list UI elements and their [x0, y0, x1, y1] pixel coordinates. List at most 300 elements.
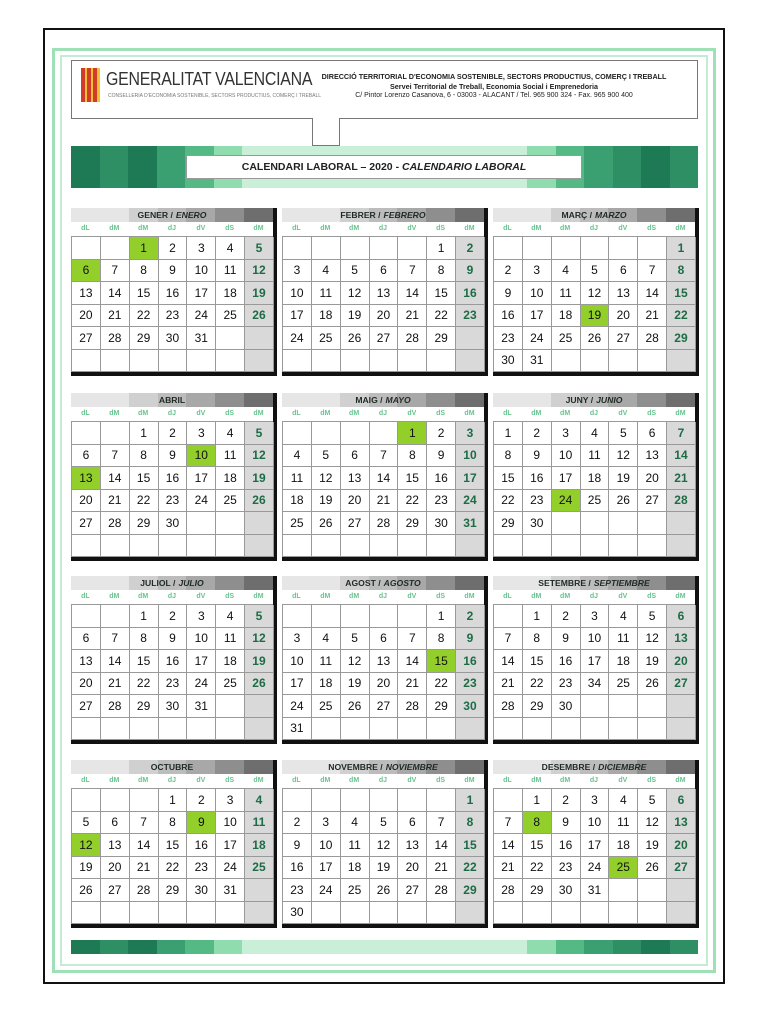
- day-cell: 2: [523, 422, 552, 445]
- weekday-label: dM: [138, 225, 149, 232]
- day-cell: 22: [427, 673, 456, 696]
- weekday-label: dM: [560, 225, 571, 232]
- weekday-label: dM: [138, 593, 149, 600]
- day-grid: [282, 421, 484, 557]
- day-cell: [159, 350, 188, 373]
- day-cell: [609, 902, 638, 925]
- weekday-label: dM: [109, 777, 120, 784]
- day-cell: 5: [245, 605, 274, 628]
- day-cell: 28: [101, 512, 130, 535]
- day-cell: 23: [159, 490, 188, 513]
- day-cell: 10: [456, 445, 485, 468]
- day-cell: 19: [341, 305, 370, 328]
- weekday-label: dM: [464, 410, 475, 417]
- day-cell: [398, 605, 427, 628]
- month-2: [282, 208, 488, 376]
- day-cell: 23: [456, 673, 485, 696]
- day-cell: 6: [609, 260, 638, 283]
- day-cell: [638, 879, 667, 902]
- day-cell: 17: [456, 467, 485, 490]
- day-cell: 10: [523, 282, 552, 305]
- day-cell: 23: [427, 490, 456, 513]
- day-cell: 24: [312, 879, 341, 902]
- day-cell: 4: [216, 422, 245, 445]
- day-cell: [341, 350, 370, 373]
- day-cell: [101, 718, 130, 741]
- day-cell: [638, 350, 667, 373]
- day-cell: [523, 237, 552, 260]
- day-cell: [523, 902, 552, 925]
- day-cell: [245, 327, 274, 350]
- day-cell: 22: [130, 490, 159, 513]
- day-cell: 11: [283, 467, 312, 490]
- day-cell: 4: [245, 789, 274, 812]
- weekday-label: dJ: [589, 593, 599, 600]
- day-cell: [341, 902, 370, 925]
- day-cell: [130, 789, 159, 812]
- day-cell: 2: [283, 812, 312, 835]
- day-grid: [493, 236, 695, 372]
- day-cell: 21: [370, 490, 399, 513]
- day-cell: 25: [245, 857, 274, 880]
- day-cell: [101, 902, 130, 925]
- day-cell: 24: [552, 490, 581, 513]
- day-cell: 18: [552, 305, 581, 328]
- day-cell: 9: [159, 445, 188, 468]
- month-header: [282, 393, 484, 407]
- day-cell: 6: [667, 605, 696, 628]
- weekday-label: dM: [464, 593, 475, 600]
- weekday-label: dV: [407, 777, 417, 784]
- day-cell: 28: [101, 695, 130, 718]
- day-cell: [552, 902, 581, 925]
- day-cell: 21: [638, 305, 667, 328]
- day-cell: [130, 535, 159, 558]
- month-name: MAIG: [355, 395, 378, 405]
- day-cell: 18: [609, 834, 638, 857]
- weekday-label: dM: [253, 777, 264, 784]
- band-stripe: [413, 940, 442, 954]
- month-5: [282, 393, 488, 561]
- band-stripe: [584, 146, 613, 188]
- day-cell: [101, 535, 130, 558]
- day-cell: 5: [341, 628, 370, 651]
- day-cell: 5: [72, 812, 101, 835]
- day-cell: 9: [159, 628, 188, 651]
- day-cell: [283, 422, 312, 445]
- day-cell: 20: [609, 305, 638, 328]
- month-header: [71, 576, 273, 590]
- day-cell: [159, 902, 188, 925]
- day-cell: 24: [216, 857, 245, 880]
- weekday-label: dV: [407, 225, 417, 232]
- day-cell: 9: [552, 812, 581, 835]
- day-cell: 13: [101, 834, 130, 857]
- weekday-headers: [493, 774, 695, 788]
- month-name-es: MAYO: [385, 395, 411, 405]
- day-cell: [638, 512, 667, 535]
- month-name: JULIOL: [140, 578, 171, 588]
- day-cell: 9: [494, 282, 523, 305]
- month-name: FEBRER: [340, 210, 376, 220]
- day-cell: 27: [667, 857, 696, 880]
- weekday-label: dM: [109, 225, 120, 232]
- day-cell: 23: [494, 327, 523, 350]
- day-cell: 4: [552, 260, 581, 283]
- day-cell: 18: [341, 857, 370, 880]
- day-grid: [493, 421, 695, 557]
- day-cell: 25: [609, 673, 638, 696]
- day-cell: 15: [667, 282, 696, 305]
- day-cell: 30: [552, 695, 581, 718]
- day-cell: [398, 535, 427, 558]
- bottom-band: [71, 940, 698, 954]
- day-cell: [398, 789, 427, 812]
- day-cell: [283, 605, 312, 628]
- day-cell: 15: [523, 650, 552, 673]
- month-separator: /: [168, 210, 173, 220]
- weekday-label: dJ: [378, 593, 388, 600]
- day-cell: [456, 718, 485, 741]
- day-cell: 8: [130, 628, 159, 651]
- band-stripe: [157, 940, 186, 954]
- day-cell: 17: [581, 834, 610, 857]
- month-separator: /: [587, 210, 593, 220]
- day-cell: 21: [101, 305, 130, 328]
- month-name-es: AGOSTO: [383, 578, 421, 588]
- weekday-headers: [71, 222, 273, 236]
- day-cell: [216, 718, 245, 741]
- day-cell: 23: [552, 857, 581, 880]
- day-cell: 8: [523, 628, 552, 651]
- day-cell: 11: [341, 834, 370, 857]
- month-name: DESEMBRE: [541, 762, 591, 772]
- day-cell: [456, 327, 485, 350]
- day-cell: 27: [101, 879, 130, 902]
- day-cell: 7: [101, 628, 130, 651]
- day-cell: 28: [667, 490, 696, 513]
- day-cell: 15: [130, 650, 159, 673]
- day-cell: 5: [245, 237, 274, 260]
- day-cell: 12: [341, 650, 370, 673]
- day-cell: [72, 422, 101, 445]
- day-cell: [216, 902, 245, 925]
- day-cell: 9: [187, 812, 216, 835]
- weekday-label: dV: [618, 225, 628, 232]
- day-cell: 7: [101, 445, 130, 468]
- weekday-label: dM: [253, 225, 264, 232]
- day-cell: 29: [456, 879, 485, 902]
- month-11: [282, 760, 488, 928]
- day-cell: 25: [341, 879, 370, 902]
- day-cell: 2: [494, 260, 523, 283]
- day-cell: [667, 350, 696, 373]
- day-cell: 27: [72, 512, 101, 535]
- day-grid: [493, 604, 695, 740]
- weekday-label: dL: [292, 777, 301, 784]
- month-name: AGOST: [345, 578, 376, 588]
- day-cell: 18: [312, 673, 341, 696]
- day-cell: 16: [552, 834, 581, 857]
- day-cell: 13: [667, 628, 696, 651]
- day-cell: 5: [341, 260, 370, 283]
- day-cell: 1: [523, 789, 552, 812]
- day-cell: 29: [523, 879, 552, 902]
- day-cell: [581, 535, 610, 558]
- month-title: [282, 576, 484, 590]
- day-cell: 25: [552, 327, 581, 350]
- day-cell: 8: [427, 628, 456, 651]
- day-cell: 17: [187, 650, 216, 673]
- day-cell: 16: [283, 857, 312, 880]
- day-cell: 19: [341, 673, 370, 696]
- day-cell: 10: [283, 650, 312, 673]
- day-cell: 17: [283, 673, 312, 696]
- weekday-label: dM: [349, 225, 360, 232]
- weekday-label: dM: [349, 410, 360, 417]
- day-cell: [245, 695, 274, 718]
- month-separator: /: [170, 578, 176, 588]
- day-cell: 28: [494, 695, 523, 718]
- day-cell: 19: [245, 282, 274, 305]
- month-name: OCTUBRE: [150, 762, 194, 772]
- weekday-label: dV: [196, 593, 206, 600]
- band-stripe: [499, 940, 528, 954]
- day-cell: 30: [187, 879, 216, 902]
- weekday-label: dM: [675, 777, 686, 784]
- day-cell: 8: [523, 812, 552, 835]
- month-name: SETEMBRE: [538, 578, 587, 588]
- month-title: [493, 393, 695, 407]
- weekday-label: dL: [503, 225, 512, 232]
- day-cell: 9: [159, 260, 188, 283]
- weekday-label: dS: [647, 777, 657, 784]
- band-stripe: [100, 940, 129, 954]
- day-cell: 27: [72, 695, 101, 718]
- day-cell: 20: [667, 650, 696, 673]
- day-cell: 22: [523, 857, 552, 880]
- day-cell: 7: [398, 260, 427, 283]
- day-cell: [341, 422, 370, 445]
- day-cell: [341, 789, 370, 812]
- day-cell: [398, 237, 427, 260]
- weekday-label: dS: [647, 410, 657, 417]
- month-header: [493, 576, 695, 590]
- day-cell: [341, 237, 370, 260]
- day-cell: [101, 789, 130, 812]
- day-cell: [72, 237, 101, 260]
- day-cell: [552, 718, 581, 741]
- day-cell: 14: [370, 467, 399, 490]
- day-cell: 10: [187, 628, 216, 651]
- day-cell: [283, 237, 312, 260]
- brand-subtitle: CONSELLERIA D'ECONOMIA SOSTENIBLE, SECTORS PRODUCTIUS, COMERÇ I TREBALL: [108, 93, 322, 99]
- day-cell: 27: [667, 673, 696, 696]
- day-cell: 22: [398, 490, 427, 513]
- day-cell: 1: [667, 237, 696, 260]
- day-cell: 4: [609, 605, 638, 628]
- day-cell: 13: [370, 650, 399, 673]
- day-cell: 8: [159, 812, 188, 835]
- day-cell: 14: [494, 834, 523, 857]
- day-cell: [581, 695, 610, 718]
- day-cell: 21: [427, 857, 456, 880]
- day-cell: 7: [370, 445, 399, 468]
- weekday-label: dM: [464, 225, 475, 232]
- day-cell: 6: [72, 445, 101, 468]
- day-cell: 29: [130, 512, 159, 535]
- day-cell: [245, 350, 274, 373]
- day-cell: 16: [159, 282, 188, 305]
- month-name-es: SEPTIEMBRE: [593, 578, 650, 588]
- day-cell: [312, 350, 341, 373]
- day-cell: 11: [609, 812, 638, 835]
- day-cell: 18: [312, 305, 341, 328]
- day-cell: [72, 535, 101, 558]
- day-cell: 14: [130, 834, 159, 857]
- month-7: [71, 576, 277, 744]
- day-cell: 11: [216, 628, 245, 651]
- day-cell: 20: [72, 305, 101, 328]
- day-cell: 20: [638, 467, 667, 490]
- day-cell: 6: [72, 628, 101, 651]
- day-cell: 2: [159, 422, 188, 445]
- day-cell: 23: [159, 305, 188, 328]
- day-cell: [609, 695, 638, 718]
- day-cell: [494, 605, 523, 628]
- weekday-label: dL: [81, 777, 90, 784]
- day-cell: 7: [638, 260, 667, 283]
- day-cell: 23: [283, 879, 312, 902]
- weekday-headers: [71, 590, 273, 604]
- day-cell: [494, 535, 523, 558]
- weekday-label: dV: [407, 410, 417, 417]
- day-cell: 14: [398, 282, 427, 305]
- day-cell: [552, 237, 581, 260]
- day-cell: 26: [638, 857, 667, 880]
- day-cell: 27: [341, 512, 370, 535]
- day-cell: [427, 718, 456, 741]
- day-cell: [72, 902, 101, 925]
- day-cell: 2: [552, 605, 581, 628]
- weekday-label: dM: [675, 410, 686, 417]
- day-cell: 31: [216, 879, 245, 902]
- brand-name: GENERALITAT VALENCIANA: [106, 68, 313, 89]
- month-separator: /: [377, 762, 383, 772]
- day-cell: 11: [581, 445, 610, 468]
- day-cell: 26: [245, 305, 274, 328]
- day-cell: 3: [187, 605, 216, 628]
- day-cell: 24: [187, 490, 216, 513]
- day-cell: 30: [159, 695, 188, 718]
- day-cell: [427, 902, 456, 925]
- day-cell: 12: [72, 834, 101, 857]
- day-cell: 16: [456, 650, 485, 673]
- day-cell: 7: [667, 422, 696, 445]
- day-cell: 4: [312, 260, 341, 283]
- day-cell: 28: [427, 879, 456, 902]
- weekday-label: dS: [436, 410, 446, 417]
- band-stripe: [271, 940, 300, 954]
- month-header: [493, 208, 695, 222]
- day-cell: 13: [72, 467, 101, 490]
- day-cell: 5: [638, 789, 667, 812]
- day-cell: 27: [398, 879, 427, 902]
- day-cell: 13: [72, 650, 101, 673]
- weekday-label: dL: [81, 225, 90, 232]
- month-header: [282, 208, 484, 222]
- weekday-label: dL: [292, 593, 301, 600]
- day-cell: 2: [159, 237, 188, 260]
- weekday-label: dJ: [378, 225, 388, 232]
- day-cell: 28: [101, 327, 130, 350]
- day-cell: 1: [427, 237, 456, 260]
- day-cell: [667, 902, 696, 925]
- day-cell: [667, 512, 696, 535]
- day-cell: 29: [523, 695, 552, 718]
- day-cell: 21: [398, 305, 427, 328]
- weekday-label: dL: [81, 593, 90, 600]
- day-cell: 22: [456, 857, 485, 880]
- day-cell: [494, 718, 523, 741]
- band-stripe: [328, 940, 357, 954]
- band-stripe: [641, 146, 670, 188]
- day-cell: [552, 535, 581, 558]
- month-1: [71, 208, 277, 376]
- day-cell: [370, 718, 399, 741]
- day-cell: 16: [494, 305, 523, 328]
- month-header: [493, 393, 695, 407]
- month-name: ABRIL: [158, 395, 186, 405]
- day-cell: 16: [159, 467, 188, 490]
- day-cell: 34: [581, 673, 610, 696]
- day-cell: 24: [187, 673, 216, 696]
- day-cell: 14: [101, 650, 130, 673]
- day-cell: 8: [130, 260, 159, 283]
- day-cell: 1: [159, 789, 188, 812]
- day-cell: 31: [456, 512, 485, 535]
- day-cell: 15: [456, 834, 485, 857]
- weekday-label: dV: [618, 410, 628, 417]
- day-cell: 28: [398, 327, 427, 350]
- month-separator: /: [588, 395, 594, 405]
- month-name: JUNY: [565, 395, 589, 405]
- day-cell: 17: [581, 650, 610, 673]
- day-cell: [245, 718, 274, 741]
- weekday-label: dS: [225, 410, 235, 417]
- day-cell: [312, 605, 341, 628]
- day-cell: [130, 350, 159, 373]
- day-cell: 5: [245, 422, 274, 445]
- day-cell: [609, 237, 638, 260]
- day-cell: 5: [312, 445, 341, 468]
- day-grid: [282, 236, 484, 372]
- day-cell: [523, 535, 552, 558]
- weekday-label: dM: [138, 410, 149, 417]
- day-cell: 6: [101, 812, 130, 835]
- day-cell: [370, 789, 399, 812]
- day-cell: 17: [312, 857, 341, 880]
- weekday-label: dM: [253, 410, 264, 417]
- weekday-headers: [493, 222, 695, 236]
- day-cell: 24: [187, 305, 216, 328]
- day-cell: 10: [187, 260, 216, 283]
- day-cell: 27: [370, 695, 399, 718]
- day-cell: 12: [312, 467, 341, 490]
- day-cell: [283, 789, 312, 812]
- month-title: [71, 208, 273, 222]
- day-cell: 1: [494, 422, 523, 445]
